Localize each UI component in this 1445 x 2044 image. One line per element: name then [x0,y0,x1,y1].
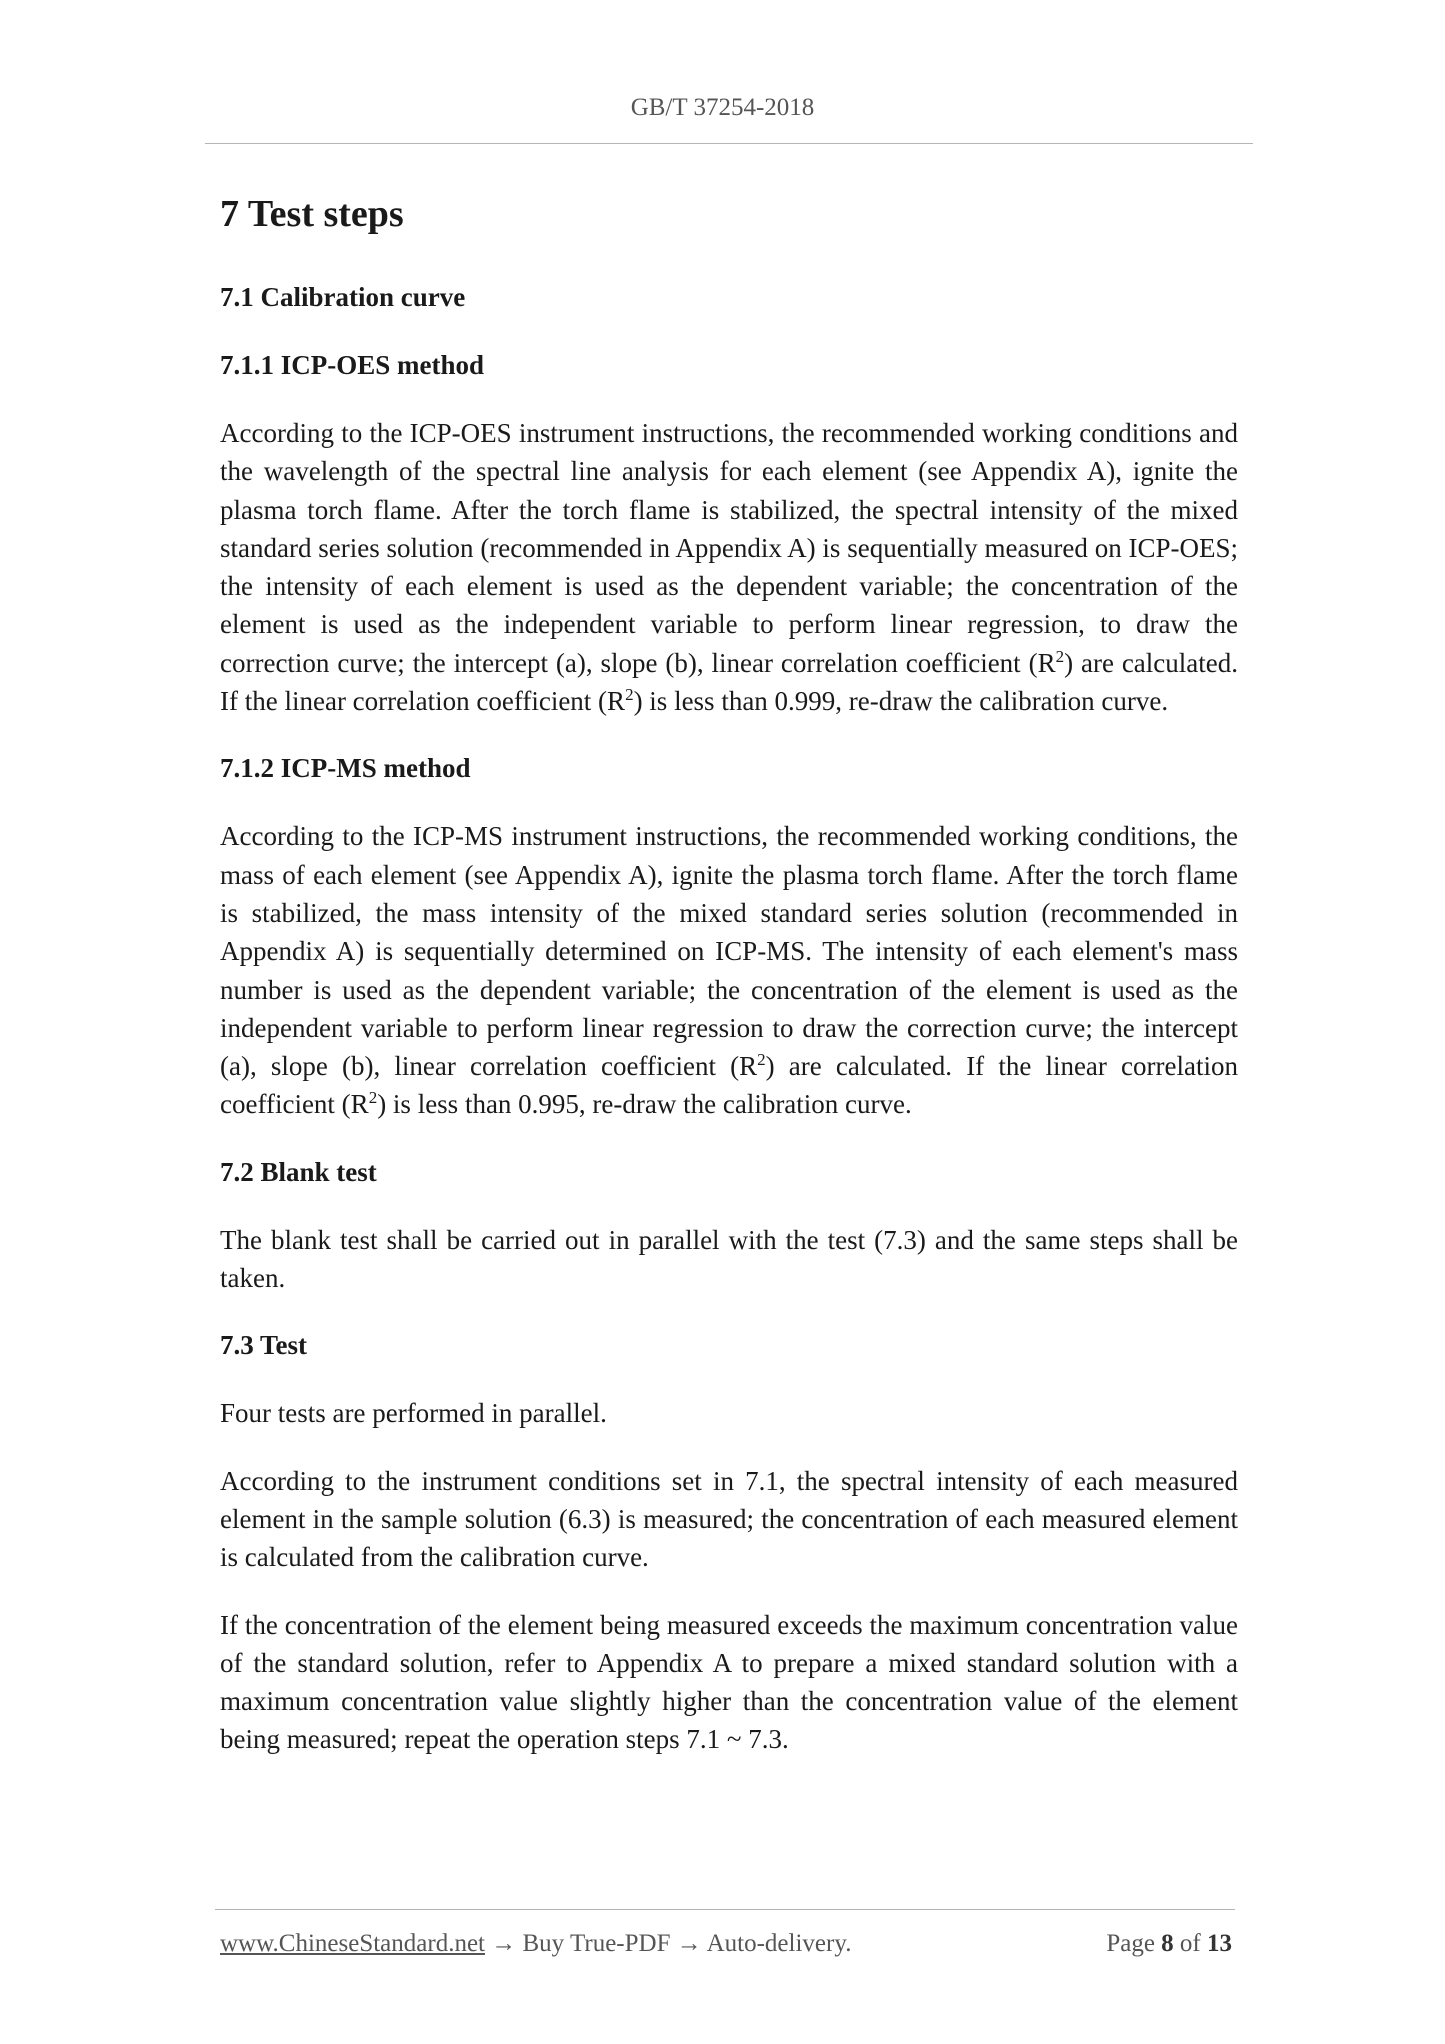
website-link[interactable]: www.ChineseStandard.net [220,1930,485,1957]
superscript: 2 [757,1050,766,1070]
page-total: 13 [1207,1930,1232,1957]
section-7-1-2-paragraph [220,817,1238,1123]
text-run: According to the ICP-MS instrument instructions, the recommended working conditions, the mass of each element (see Appendix A), ignite the plasma torch flame. After the torch flame is stabilized, the mass intensity of the mixed standard series solution (recommended in Appendix A) is sequentially determined on ICP-MS. The intensity of each element's mass number is used as the dependent variable; the concentration of the element is used as the independent variable to perform linear regression to draw the correction curve; the intercept (a), slope (b), linear correlation coefficient (R [220,821,1238,1082]
section-7-title: 7 Test steps [220,193,404,235]
section-7-1-1-paragraph [220,414,1238,720]
footer-promo-text: → Buy True-PDF → Auto-delivery. [485,1930,852,1957]
section-7-1-1-title: 7.1.1 ICP-OES method [220,350,485,380]
section-7-3-title: 7.3 Test [220,1330,308,1361]
text-run: ) are calculated. If the linear correlation coefficient (R [220,1051,1238,1120]
section-7-1-2-title: 7.1.2 ICP-MS method [220,753,471,784]
section-7-3-paragraph-3: If the concentration of the element being measured exceeds the maximum concentration value of the standard solution, refer to Appendix A to prepare a mixed standard solution with a maximum concentration value slightly higher than the concentration value of the element being measured; repeat the operation steps 7.1 ~ 7.3. [220,1609,1238,1755]
text-run: ) are calculated. If the linear correlation coefficient (R [220,647,1238,717]
header-divider [205,143,1253,144]
text-run: ) is less than 0.995, re-draw the calibration curve. [377,1089,912,1120]
superscript: 2 [625,685,634,705]
section-7-1-title: 7.1 Calibration curve [220,282,466,312]
page-current: 8 [1161,1930,1174,1957]
document-body [220,188,1238,1788]
section-7-3-paragraph-1: Four tests are performed in parallel. [220,1398,607,1429]
text-run: According to the ICP-OES instrument instructions, the recommended working conditions and the wavelength of the spectral line analysis for each element (see Appendix A), ignite the plasma torch flame. After the torch flame is stabilized, the spectral intensity of the mixed standard series solution (recommended in Appendix A) is sequentially measured on ICP-OES; the intensity of each element is used as the dependent variable; the concentration of the element is used as the independent variable to perform linear regression, to draw the correction curve; the intercept (a), slope (b), linear correlation coefficient (R [220,418,1238,678]
page-header-standard-id: GB/T 37254-2018 [630,94,815,121]
footer-promo [220,1930,851,1958]
section-7-3-paragraph-2: According to the instrument conditions set in 7.1, the spectral intensity of each measured element in the sample solution (6.3) is measured; the concentration of each measured element is calculated from the calibration curve. [220,1465,1238,1573]
page-label: Page [1106,1930,1155,1957]
page-number [1106,1930,1232,1958]
text-run: ) is less than 0.999, re-draw the calibration curve. [633,686,1169,717]
footer-divider [215,1909,1235,1910]
superscript: 2 [368,1088,378,1108]
page-of-label: of [1179,1930,1201,1957]
section-7-2-paragraph: The blank test shall be carried out in parallel with the test (7.3) and the same steps shall be taken. [220,1224,1238,1294]
superscript: 2 [1055,646,1065,666]
section-7-2-title: 7.2 Blank test [220,1156,377,1187]
